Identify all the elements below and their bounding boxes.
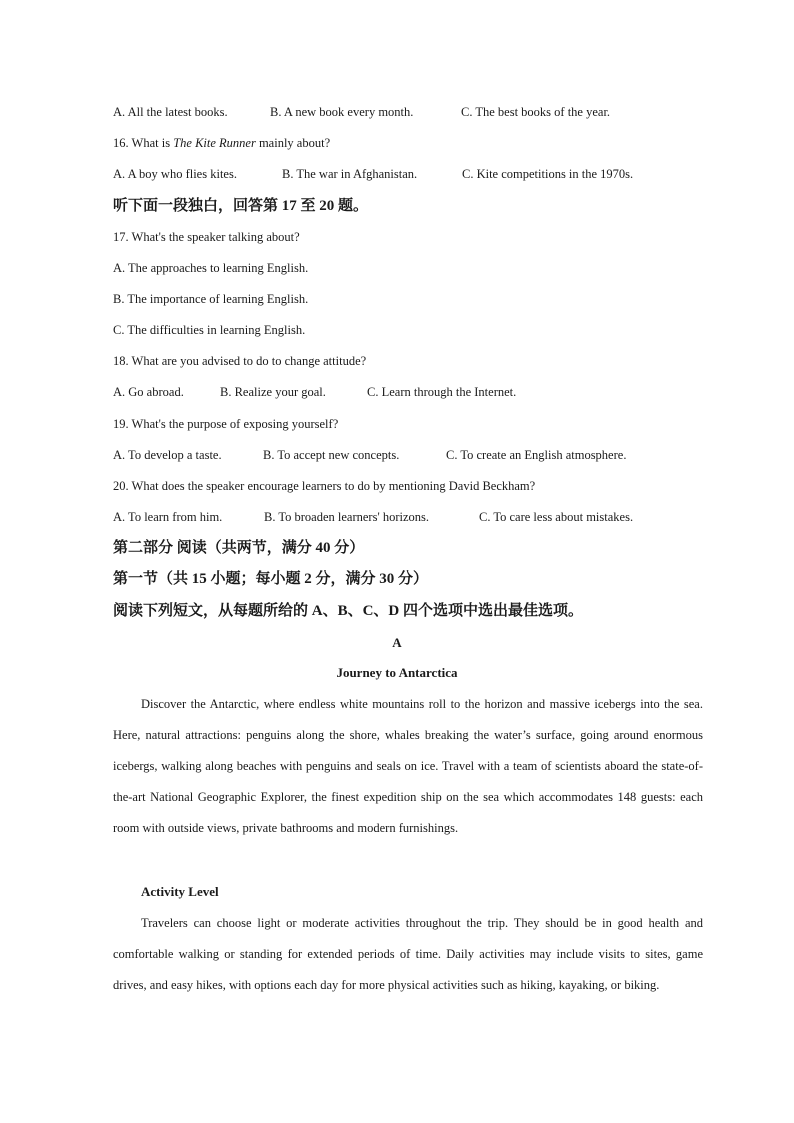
- activity-level-heading: Activity Level: [141, 884, 219, 899]
- passage-paragraph-1: Discover the Antarctic, where endless white mountains roll to the horizon and massive icebergs into the sea. Here, natural attractions: penguins along the shore, whales breaking the water’s surface, going around enormous icebergs, walking along beaches with penguins and seals on ice. Travel with a team of scientists aboard the state-of-the-art National Geographic Explorer, the finest expedition ship on the sea which accommodates 148 guests: each room with outside views, private bathrooms and modern furnishings.: [113, 697, 703, 835]
- passage-paragraph-2: Travelers can choose light or moderate activities throughout the trip. They should be in good health and comfortable walking or standing for extended periods of time. Daily activities may include visits to sites, game drives, and easy hikes, with options each day for more physical activities such as hiking, kayaking, or biking.: [113, 916, 703, 992]
- q16-suffix: mainly about?: [255, 136, 331, 150]
- question-18: 18. What are you advised to do to change attitude?: [113, 354, 367, 368]
- q19-option-b: B. To accept new concepts.: [263, 448, 400, 462]
- q17-option-b: B. The importance of learning English.: [113, 292, 309, 306]
- q20-option-b: B. To broaden learners' horizons.: [264, 510, 429, 524]
- q16-option-c: C. Kite competitions in the 1970s.: [462, 167, 634, 181]
- q18-option-c: C. Learn through the Internet.: [367, 385, 517, 399]
- q17-option-a: A. The approaches to learning English.: [113, 261, 309, 275]
- q16-book-title: The Kite Runner: [173, 136, 256, 150]
- passage-title: Journey to Antarctica: [336, 665, 458, 680]
- q17-option-c: C. The difficulties in learning English.: [113, 323, 306, 337]
- q19-option-c: C. To create an English atmosphere.: [446, 448, 627, 462]
- q20-option-c: C. To care less about mistakes.: [479, 510, 634, 524]
- question-19: 19. What's the purpose of exposing yourself?: [113, 417, 339, 431]
- q16-option-b: B. The war in Afghanistan.: [282, 167, 418, 181]
- q19-option-a: A. To develop a taste.: [113, 448, 222, 462]
- section1-title: 第一节（共 15 小题；每小题 2 分，满分 30 分）: [113, 571, 429, 587]
- section-monologue-heading: 听下面一段独白，回答第 17 至 20 题。: [113, 198, 369, 214]
- reading-instruction: 阅读下列短文，从每题所给的 A、B、C、D 四个选项中选出最佳选项。: [113, 603, 584, 619]
- q18-option-b: B. Realize your goal.: [220, 385, 326, 399]
- q16-option-a: A. A boy who flies kites.: [113, 167, 237, 181]
- question-20: 20. What does the speaker encourage learners to do by mentioning David Beckham?: [113, 479, 536, 493]
- q15-option-c: C. The best books of the year.: [461, 105, 611, 119]
- question-16: [113, 135, 330, 151]
- q15-option-a: A. All the latest books.: [113, 105, 228, 119]
- q20-option-a: A. To learn from him.: [113, 510, 223, 524]
- q18-option-a: A. Go abroad.: [113, 385, 184, 399]
- passage-letter: A: [392, 635, 402, 650]
- question-17: 17. What's the speaker talking about?: [113, 230, 300, 244]
- q16-prefix: 16. What is: [113, 136, 174, 150]
- q15-option-b: B. A new book every month.: [270, 105, 414, 119]
- part2-title: 第二部分 阅读（共两节，满分 40 分）: [113, 540, 365, 556]
